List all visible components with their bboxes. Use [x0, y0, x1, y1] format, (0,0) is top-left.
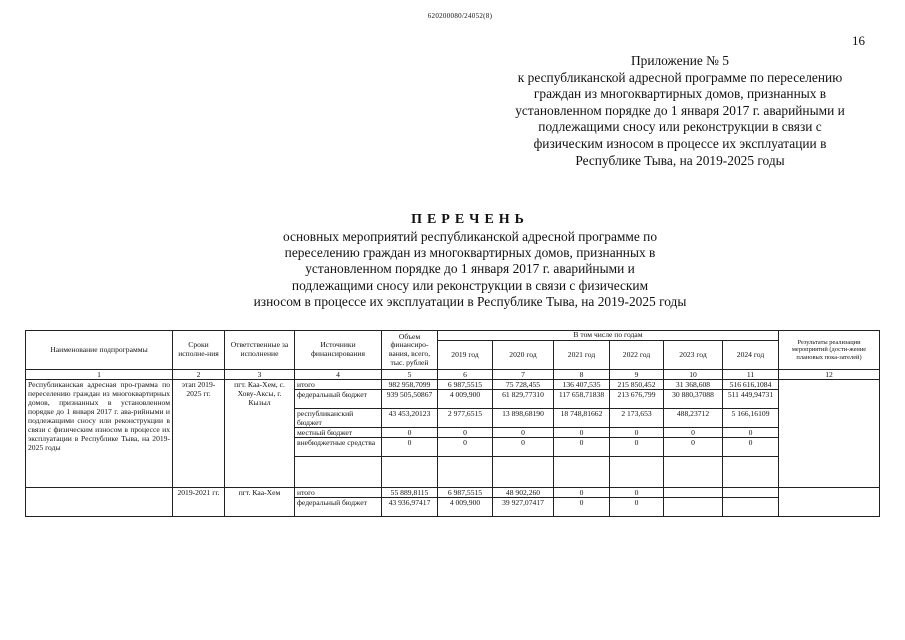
value-cell: 43 936,97417 — [382, 498, 438, 517]
value-cell: 0 — [493, 438, 554, 457]
value-cell: 982 958,7099 — [382, 380, 438, 390]
value-cell: 0 — [664, 428, 723, 438]
appendix-line: граждан из многоквартирных домов, признанных в — [533, 86, 827, 102]
empty-cell — [664, 457, 723, 488]
value-cell: 0 — [382, 428, 438, 438]
appendix-line: к республиканской адресной программе по переселению — [517, 69, 843, 85]
value-cell: 511 449,94731 — [723, 390, 779, 409]
column-number: 2 — [173, 370, 225, 380]
value-cell: 0 — [664, 438, 723, 457]
empty-cell — [295, 457, 382, 488]
value-cell — [723, 498, 779, 517]
table-row — [26, 380, 880, 390]
value-cell: 6 987,5515 — [438, 380, 493, 390]
column-number: 3 — [225, 370, 295, 380]
value-cell: 2 173,653 — [610, 409, 664, 428]
appendix-block — [470, 53, 890, 169]
program-responsible: пгт. Каа-Хем, с. Хову-Аксы, г. Кызыл — [225, 380, 295, 488]
value-cell — [723, 488, 779, 498]
header-year: 2023 год — [664, 341, 723, 370]
empty-cell — [723, 457, 779, 488]
value-cell: 6 987,5515 — [438, 488, 493, 498]
value-cell: 30 880,37088 — [664, 390, 723, 409]
value-cell: 0 — [554, 428, 610, 438]
value-cell: 939 505,50867 — [382, 390, 438, 409]
empty-cell — [382, 457, 438, 488]
value-cell: 0 — [610, 488, 664, 498]
value-cell: 48 902,260 — [493, 488, 554, 498]
empty-cell — [493, 457, 554, 488]
column-number: 8 — [554, 370, 610, 380]
appendix-line: подлежащими сносу или реконструкции в связи с — [538, 119, 822, 135]
program-term: 2019-2021 гг. — [173, 488, 225, 517]
value-cell: 0 — [723, 428, 779, 438]
value-cell: 2 977,6515 — [438, 409, 493, 428]
funding-source: итого — [295, 488, 382, 498]
column-number: 6 — [438, 370, 493, 380]
results-cell — [779, 380, 880, 488]
value-cell: 136 407,535 — [554, 380, 610, 390]
program-name — [26, 488, 173, 517]
list-title: ПЕРЕЧЕНЬ — [411, 212, 529, 227]
value-cell: 55 889,8115 — [382, 488, 438, 498]
funding-source: внебюджетные средства — [295, 438, 382, 457]
header-year: 2019 год — [438, 341, 493, 370]
table-header-row — [26, 331, 880, 341]
value-cell: 0 — [610, 428, 664, 438]
column-number: 5 — [382, 370, 438, 380]
value-cell: 18 748,81662 — [554, 409, 610, 428]
appendix-line: физическим износом в процессе их эксплуатации в — [533, 135, 827, 151]
header-terms: Сроки исполне-ния — [173, 331, 225, 370]
empty-cell — [554, 457, 610, 488]
header-sources: Источники финансирования — [295, 331, 382, 370]
value-cell: 61 829,77310 — [493, 390, 554, 409]
document-code: 620200080/24052(8) — [427, 12, 493, 20]
header-year: 2024 год — [723, 341, 779, 370]
value-cell — [664, 488, 723, 498]
empty-cell — [438, 457, 493, 488]
value-cell: 75 728,455 — [493, 380, 554, 390]
value-cell: 0 — [382, 438, 438, 457]
subtitle-line: переселению граждан из многоквартирных домов, признанных в — [284, 245, 656, 261]
value-cell: 488,23712 — [664, 409, 723, 428]
value-cell: 0 — [610, 438, 664, 457]
value-cell: 0 — [610, 498, 664, 517]
page-number: 16 — [852, 33, 865, 48]
subtitle-line: основных мероприятий республиканской адресной программе по — [282, 229, 658, 244]
subtitle-line: износом в процессе их эксплуатации в Республике Тыва, на 2019-2025 годы — [253, 293, 687, 309]
value-cell: 31 368,608 — [664, 380, 723, 390]
value-cell: 0 — [438, 428, 493, 438]
value-cell: 0 — [554, 488, 610, 498]
value-cell: 43 453,20123 — [382, 409, 438, 428]
value-cell: 0 — [554, 498, 610, 517]
subtitle-line: подлежащими сносу или реконструкции в связи с физическим — [291, 277, 649, 293]
funding-source: местный бюджет — [295, 428, 382, 438]
subtitle-line: установленном порядке до 1 января 2017 г. аварийными и — [305, 261, 635, 277]
funding-source: федеральный бюджет — [295, 390, 382, 409]
column-number: 12 — [779, 370, 880, 380]
column-number: 1 — [26, 370, 173, 380]
value-cell: 0 — [554, 438, 610, 457]
column-number: 11 — [723, 370, 779, 380]
table-row — [26, 488, 880, 498]
column-number: 7 — [493, 370, 554, 380]
header-year: 2021 год — [554, 341, 610, 370]
header-responsible: Ответственные за исполнение — [225, 331, 295, 370]
column-number: 9 — [610, 370, 664, 380]
appendix-line: Приложение № 5 — [630, 53, 730, 68]
value-cell: 0 — [723, 438, 779, 457]
list-subtitle — [180, 229, 760, 310]
value-cell: 13 898,68190 — [493, 409, 554, 428]
value-cell: 516 616,1084 — [723, 380, 779, 390]
value-cell: 0 — [438, 438, 493, 457]
appendix-line: установленном порядке до 1 января 2017 г. аварийными и — [515, 102, 845, 118]
program-name: Республиканская адресная про-грамма по переселению граждан из многоквартирных домов, признанных в установленном порядке до 1 января 2017 г. ава-рийными и подлежащими сносу или реконструкции в связи с физическим износом в процессе их эксплуатации в Республике Тыва, на 2019-2025 годы — [26, 380, 173, 488]
header-year: 2020 год — [493, 341, 554, 370]
program-term: этап 2019-2025 гг. — [173, 380, 225, 488]
header-year: 2022 год — [610, 341, 664, 370]
empty-cell — [610, 457, 664, 488]
header-volume: Объем финансиро-вания, всего, тыс. рублей — [382, 331, 438, 370]
column-number: 10 — [664, 370, 723, 380]
value-cell — [664, 498, 723, 517]
program-responsible: пгт. Каа-Хем — [225, 488, 295, 517]
header-results: Результаты реализации мероприятий (дости-жение плановых пока-зателей) — [779, 331, 880, 370]
header-name: Наименование подпрограммы — [26, 331, 173, 370]
value-cell: 213 676,799 — [610, 390, 664, 409]
column-number: 4 — [295, 370, 382, 380]
funding-source: итого — [295, 380, 382, 390]
value-cell: 0 — [493, 428, 554, 438]
value-cell: 39 927,07417 — [493, 498, 554, 517]
header-including: В том числе по годам — [438, 331, 779, 341]
column-number-row — [26, 370, 880, 380]
value-cell: 4 009,900 — [438, 390, 493, 409]
funding-source: федеральный бюджет — [295, 498, 382, 517]
value-cell: 117 658,71838 — [554, 390, 610, 409]
appendix-line: Республике Тыва, на 2019-2025 годы — [575, 152, 785, 168]
measures-table — [25, 330, 880, 517]
funding-source: республиканский бюджет — [295, 409, 382, 428]
value-cell: 5 166,16109 — [723, 409, 779, 428]
value-cell: 215 850,452 — [610, 380, 664, 390]
value-cell: 4 009,900 — [438, 498, 493, 517]
results-cell — [779, 488, 880, 517]
